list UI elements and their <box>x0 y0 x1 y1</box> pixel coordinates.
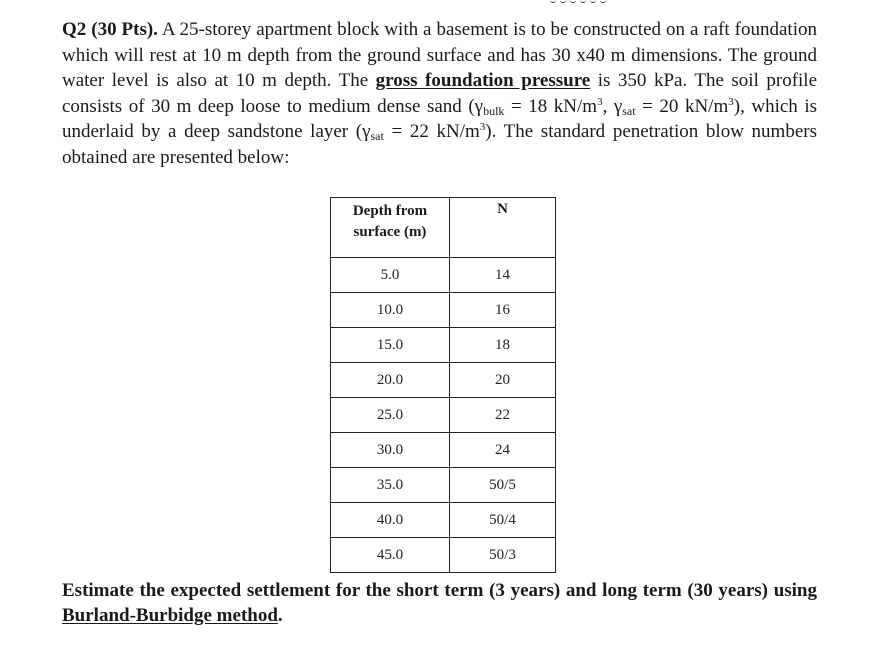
n-cell: 50/4 <box>450 503 556 538</box>
depth-cell: 45.0 <box>331 538 450 573</box>
depth-cell: 35.0 <box>331 468 450 503</box>
table-row <box>331 503 556 538</box>
gamma-sat-symbol: γ <box>613 95 623 117</box>
table-row <box>331 433 556 468</box>
table-row <box>331 468 556 503</box>
question-text-4: ). The standard penetration blow numbers obtained are presented below: <box>62 121 817 168</box>
task-paragraph <box>62 578 817 628</box>
n-cell: 50/3 <box>450 538 556 573</box>
table-row <box>331 538 556 573</box>
table-row <box>331 398 556 433</box>
question-label: Q2 (30 Pts). <box>62 19 158 40</box>
superscript-3: 3 <box>728 95 734 108</box>
table-row <box>331 328 556 363</box>
method-name: Burland-Burbidge method <box>62 605 278 626</box>
depth-cell: 10.0 <box>331 293 450 328</box>
question-paragraph <box>62 17 817 171</box>
question-text-1: A 25-storey apartment block with a basement is to be constructed on a raft foundation which will rest at 10 m depth from the ground surface and has 30 x40 m dimensions. The ground water level is also at 10 m depth. The <box>62 19 817 92</box>
superscript-3: 3 <box>479 121 486 134</box>
question-text-2: is 350 kPa. The soil profile consists of 30 m deep loose to medium dense sand ( <box>62 70 818 117</box>
depth-cell: 30.0 <box>331 433 450 468</box>
gross-foundation-pressure-term: gross foundation pressure <box>375 70 591 92</box>
table-row <box>331 293 556 328</box>
n-cell: 22 <box>450 398 556 433</box>
task-text-2: . <box>277 605 283 626</box>
task-text-1: Estimate the expected settlement for the short term (3 years) and long term (30 years) using <box>62 580 817 601</box>
depth-cell: 40.0 <box>331 503 450 538</box>
depth-cell: 15.0 <box>331 328 450 363</box>
depth-cell: 5.0 <box>331 258 450 293</box>
n-cell: 16 <box>450 293 556 328</box>
gamma-sat-value: = 20 kN/m <box>635 95 729 117</box>
table-header-row <box>331 198 556 258</box>
n-cell: 14 <box>450 258 556 293</box>
table-row <box>331 258 556 293</box>
depth-column-header <box>331 198 450 258</box>
n-cell: 20 <box>450 363 556 398</box>
subscript-sat-rock: sat <box>370 129 384 144</box>
gamma-sat-rock-symbol: γ <box>362 121 371 143</box>
spt-data-table <box>330 197 556 573</box>
depth-header-line-2: surface (m) <box>353 224 427 240</box>
n-cell: 24 <box>450 433 556 468</box>
table-row <box>331 363 556 398</box>
depth-cell: 25.0 <box>331 398 450 433</box>
gamma-bulk-value: = 18 kN/m <box>504 95 598 117</box>
separator: , <box>602 95 614 117</box>
n-column-header: N <box>450 198 556 258</box>
depth-header-line-1: Depth from <box>352 203 428 219</box>
subscript-bulk: bulk <box>483 103 505 118</box>
gamma-bulk-symbol: γ <box>474 95 484 117</box>
cropped-text-fragment <box>548 0 608 3</box>
depth-cell: 20.0 <box>331 363 450 398</box>
question-text-3: ), which is underlaid by a deep sandstone layer ( <box>62 95 818 143</box>
superscript-3: 3 <box>597 95 603 108</box>
subscript-sat: sat <box>622 103 636 118</box>
n-cell: 50/5 <box>450 468 556 503</box>
gamma-sat-rock-value: = 22 kN/m <box>383 121 480 143</box>
n-cell: 18 <box>450 328 556 363</box>
